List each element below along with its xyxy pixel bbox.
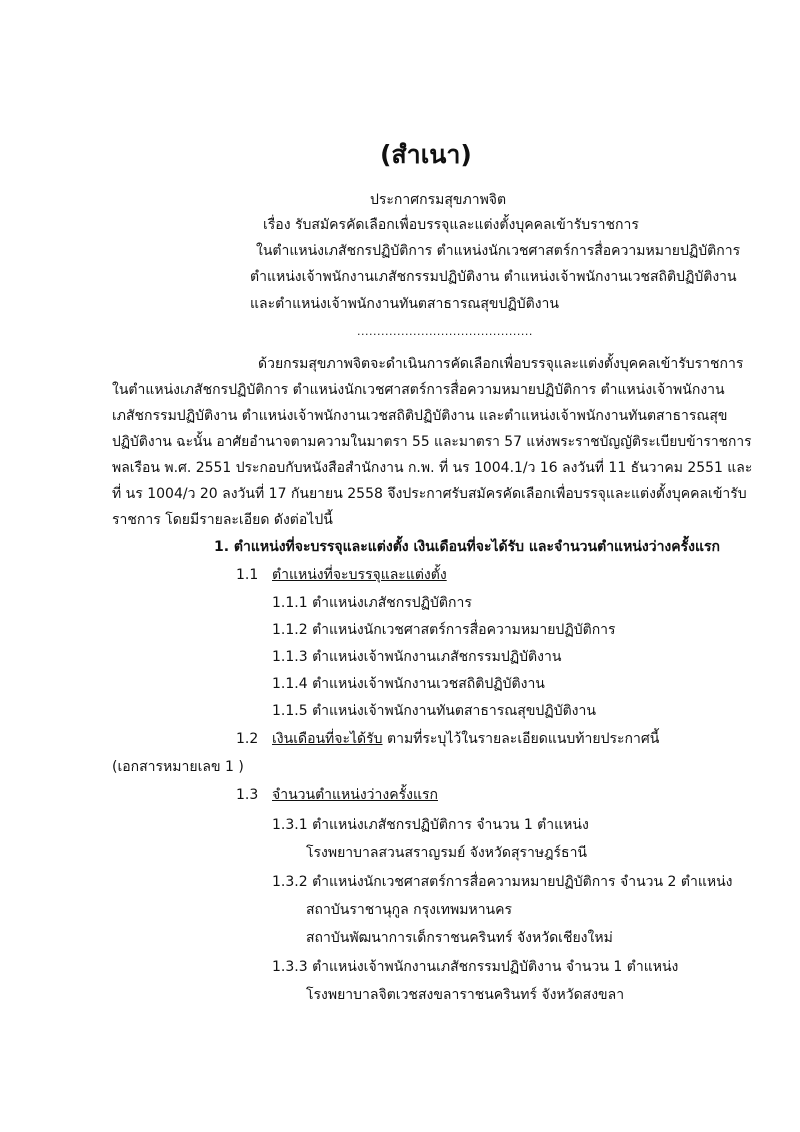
- body-line: พลเรือน พ.ศ. 2551 ประกอบกับหนังสือสำนักงาน ก.พ. ที่ นร 1004.1/ว 16 ลงวันที่ 11 ธันวาคม 2551 และ: [112, 460, 753, 476]
- salary-continuation: (เอกสารหมายเลข 1 ): [112, 759, 244, 775]
- salary-line: [272, 729, 659, 749]
- document-title: (สำเนา): [380, 140, 472, 169]
- announcement-subject-line: ในตำแหน่งเภสัชกรปฏิบัติการ ตำแหน่งนักเวชศาสตร์การสื่อความหมายปฏิบัติการ: [256, 243, 741, 259]
- vacancy-title: 1.3.1 ตำแหน่งเภสัชกรปฏิบัติการ จำนวน 1 ตำแหน่ง: [272, 817, 589, 833]
- position-item: 1.1.1 ตำแหน่งเภสัชกรปฏิบัติการ: [272, 595, 472, 611]
- separator-dots: ............................................: [357, 325, 533, 338]
- vacancy-title: 1.3.3 ตำแหน่งเจ้าพนักงานเภสัชกรรมปฏิบัติงาน จำนวน 1 ตำแหน่ง: [272, 959, 679, 975]
- section-heading: 1. ตำแหน่งที่จะบรรจุและแต่งตั้ง เงินเดือนที่จะได้รับ และจำนวนตำแหน่งว่างครั้งแรก: [214, 539, 721, 555]
- body-line: ในตำแหน่งเภสัชกรปฏิบัติการ ตำแหน่งนักเวชศาสตร์การสื่อความหมายปฏิบัติการ ตำแหน่งเจ้าพนักงาน: [112, 382, 725, 398]
- subsection-label: จำนวนตำแหน่งว่างครั้งแรก: [272, 787, 438, 803]
- body-line: เภสัชกรรมปฏิบัติงาน ตำแหน่งเจ้าพนักงานเวชสถิติปฏิบัติงาน และตำแหน่งเจ้าพนักงานทันตสาธารณสุข: [112, 408, 728, 424]
- announcement-subject-line: และตำแหน่งเจ้าพนักงานทันตสาธารณสุขปฏิบัติงาน: [250, 296, 559, 312]
- body-line: ปฏิบัติงาน ฉะนั้น อาศัยอำนาจตามความในมาตรา 55 และมาตรา 57 แห่งพระราชบัญญัติระเบียบข้าราชการ: [112, 434, 752, 450]
- body-line: ด้วยกรมสุขภาพจิตจะดำเนินการคัดเลือกเพื่อบรรจุและแต่งตั้งบุคคลเข้ารับราชการ: [258, 356, 744, 372]
- vacancy-place: โรงพยาบาลสวนสราญรมย์ จังหวัดสุราษฎร์ธานี: [306, 845, 587, 861]
- subsection-number: 1.3: [236, 787, 259, 803]
- announcement-subject-line: เรื่อง รับสมัครคัดเลือกเพื่อบรรจุและแต่งตั้งบุคคลเข้ารับราชการ: [263, 217, 639, 233]
- body-line: ที่ นร 1004/ว 20 ลงวันที่ 17 กันยายน 2558 จึงประกาศรับสมัครคัดเลือกเพื่อบรรจุและแต่งตั้งบุคคลเข้ารับ: [112, 486, 747, 502]
- subsection-number: 1.1: [236, 567, 259, 583]
- vacancy-place: โรงพยาบาลจิตเวชสงขลาราชนครินทร์ จังหวัดสงขลา: [306, 987, 625, 1003]
- vacancy-place: สถาบันพัฒนาการเด็กราชนครินทร์ จังหวัดเชียงใหม่: [306, 930, 613, 946]
- position-item: 1.1.3 ตำแหน่งเจ้าพนักงานเภสัชกรรมปฏิบัติงาน: [272, 649, 562, 665]
- body-line: ราชการ โดยมีรายละเอียด ดังต่อไปนี้: [112, 512, 333, 528]
- vacancy-title: 1.3.2 ตำแหน่งนักเวชศาสตร์การสื่อความหมายปฏิบัติการ จำนวน 2 ตำแหน่ง: [272, 874, 733, 890]
- position-item: 1.1.4 ตำแหน่งเจ้าพนักงานเวชสถิติปฏิบัติงาน: [272, 676, 545, 692]
- position-item: 1.1.2 ตำแหน่งนักเวชศาสตร์การสื่อความหมายปฏิบัติการ: [272, 622, 616, 638]
- announcement-issuer: ประกาศกรมสุขภาพจิต: [370, 192, 507, 208]
- salary-text: ตามที่ระบุไว้ในรายละเอียดแนบท้ายประกาศนี้: [382, 731, 660, 747]
- subsection-number: 1.2: [236, 731, 259, 747]
- subsection-label: เงินเดือนที่จะได้รับ: [272, 731, 383, 747]
- vacancy-place: สถาบันราชานุกูล กรุงเทพมหานคร: [306, 902, 513, 918]
- announcement-subject-line: ตำแหน่งเจ้าพนักงานเภสัชกรรมปฏิบัติงาน ตำแหน่งเจ้าพนักงานเวชสถิติปฏิบัติงาน: [250, 269, 737, 285]
- position-item: 1.1.5 ตำแหน่งเจ้าพนักงานทันตสาธารณสุขปฏิบัติงาน: [272, 703, 596, 719]
- subsection-label: ตำแหน่งที่จะบรรจุและแต่งตั้ง: [272, 567, 447, 583]
